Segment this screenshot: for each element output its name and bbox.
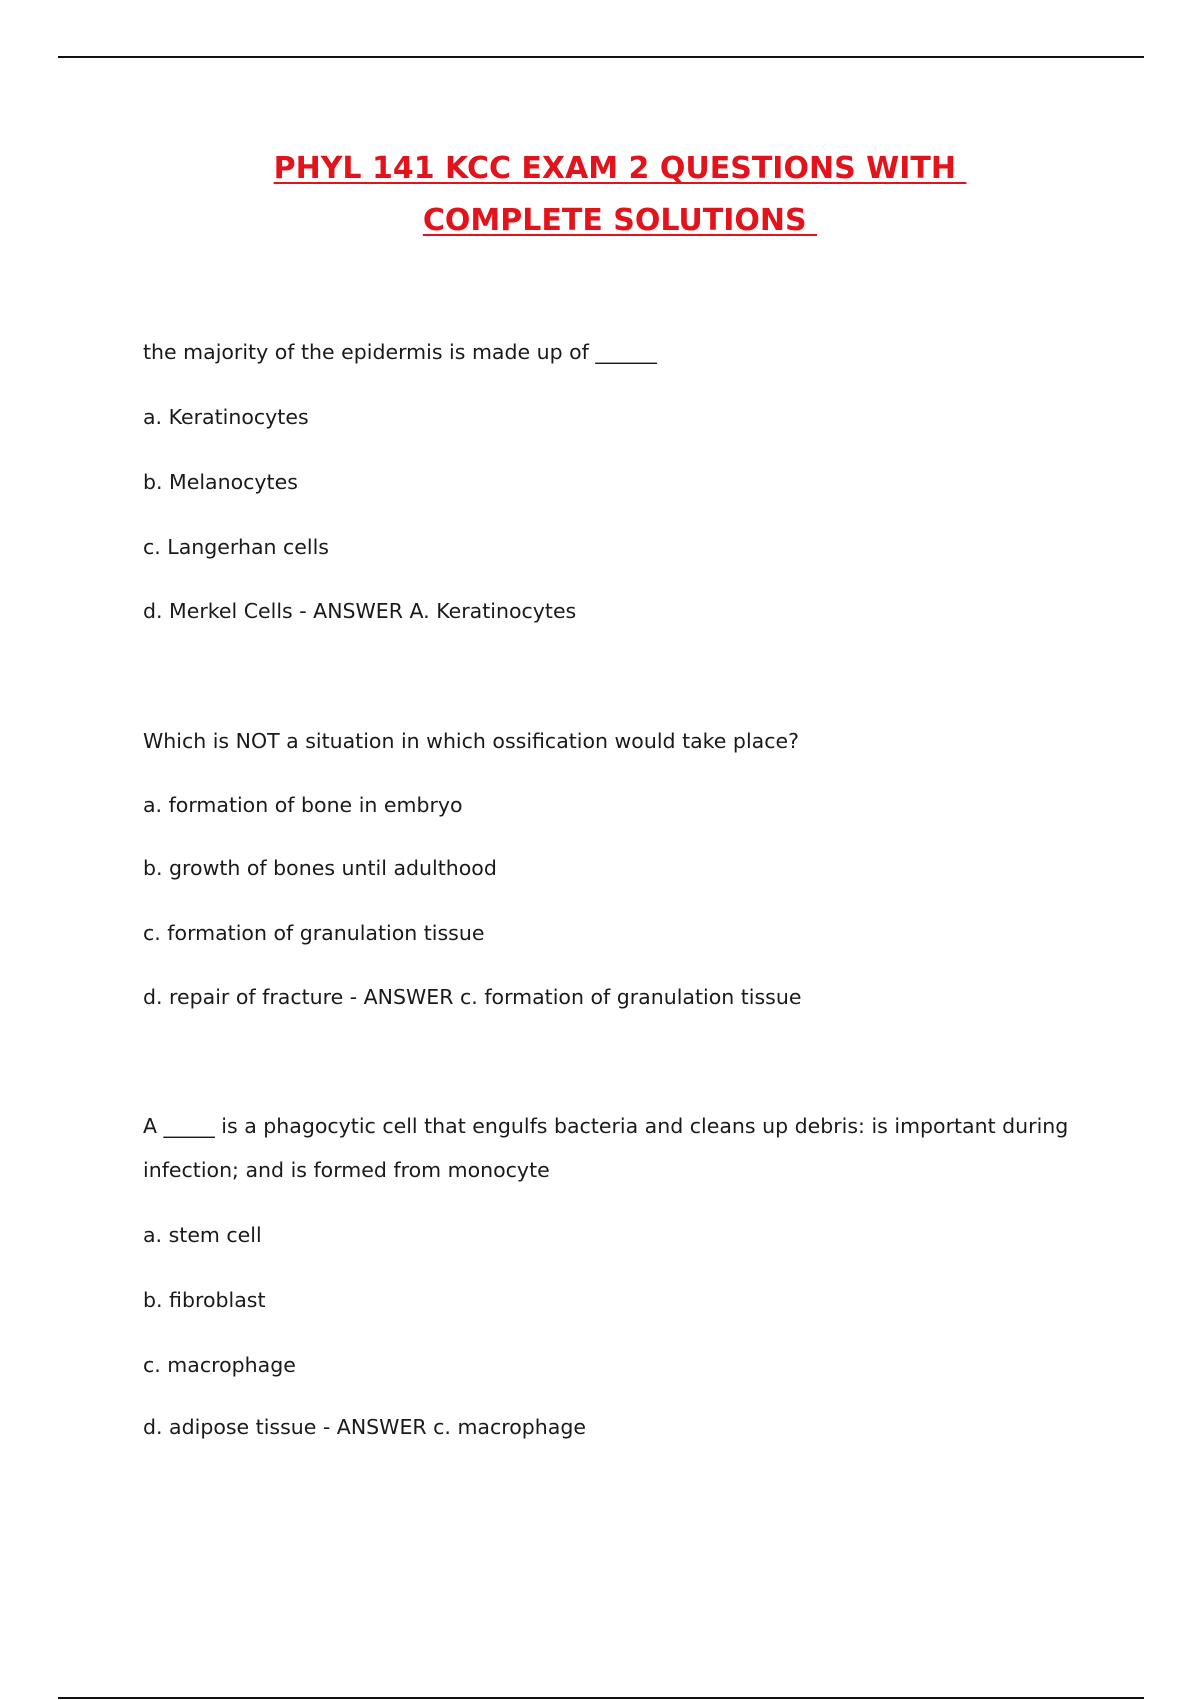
question-1-option-a: a. Keratinocytes (143, 405, 309, 429)
question-1-option-b: b. Melanocytes (143, 470, 298, 494)
question-1-option-c: c. Langerhan cells (143, 535, 329, 559)
question-2-option-c: c. formation of granulation tissue (143, 921, 485, 945)
question-3-prompt-line-2: infection; and is formed from monocyte (143, 1158, 550, 1182)
header-rule (58, 56, 1144, 58)
question-3-option-a: a. stem cell (143, 1223, 262, 1247)
question-3-option-b: b. fibroblast (143, 1288, 266, 1312)
question-2-option-a: a. formation of bone in embryo (143, 793, 463, 817)
document-title (0, 143, 1200, 247)
footer-rule (58, 1697, 1144, 1699)
question-2-option-d-answer: d. repair of fracture - ANSWER c. formation of granulation tissue (143, 985, 802, 1009)
question-1-option-d-answer: d. Merkel Cells - ANSWER A. Keratinocytes (143, 599, 577, 623)
title-line-1: PHYL 141 KCC EXAM 2 QUESTIONS WITH (273, 151, 967, 186)
question-3-option-c: c. macrophage (143, 1353, 296, 1377)
question-3-option-d-answer: d. adipose tissue - ANSWER c. macrophage (143, 1415, 586, 1439)
title-line-2: COMPLETE SOLUTIONS (422, 203, 818, 238)
question-3-prompt-line-1: A _____ is a phagocytic cell that engulfs bacteria and cleans up debris: is important during (143, 1114, 1069, 1138)
question-2-prompt: Which is NOT a situation in which ossification would take place? (143, 729, 799, 753)
question-2-option-b: b. growth of bones until adulthood (143, 856, 497, 880)
question-1-prompt: the majority of the epidermis is made up of ______ (143, 340, 657, 364)
